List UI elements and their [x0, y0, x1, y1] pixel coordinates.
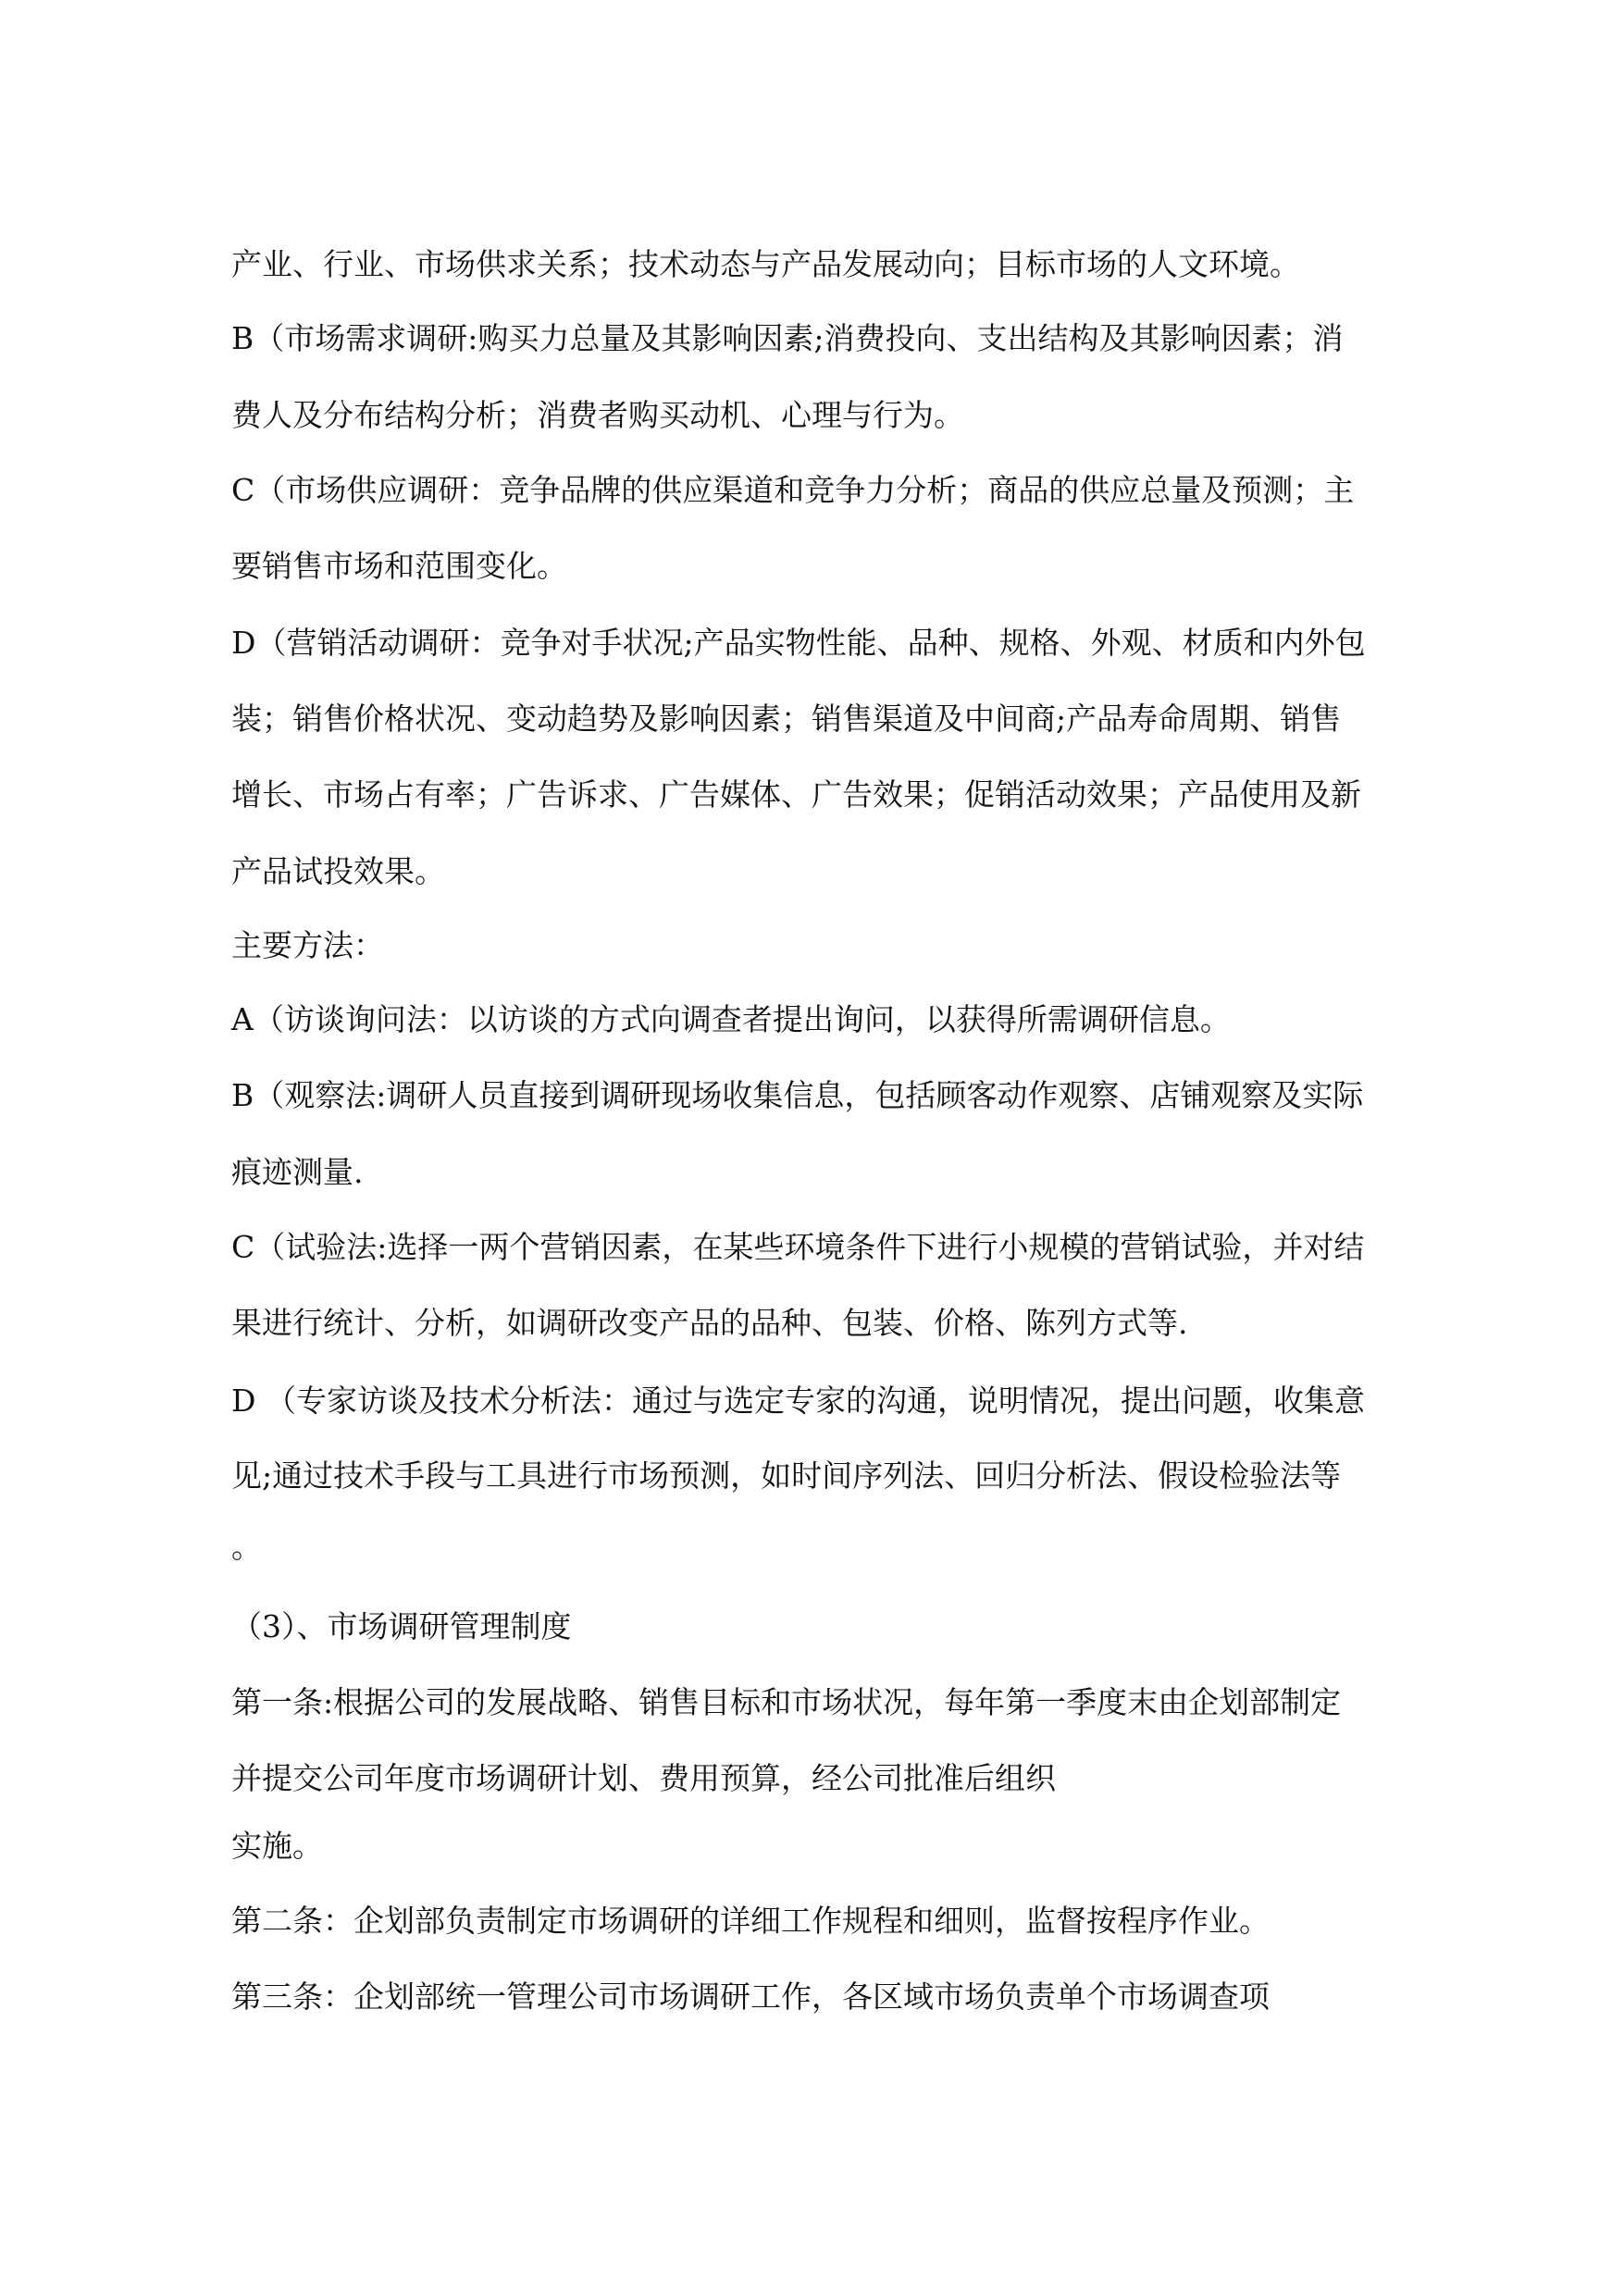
text-line: 实施。 [231, 1828, 323, 1864]
text-line: 第一条:根据公司的发展战略、销售目标和市场状况，每年第一季度末由企划部制定 [231, 1684, 1342, 1720]
text-line: C（试验法:选择一两个营销因素，在某些环境条件下进行小规模的营销试验，并对结 [231, 1229, 1365, 1265]
text-line: 主要方法： [231, 927, 384, 963]
section-heading: （3）、市场调研管理制度 [231, 1608, 572, 1644]
text-line: 装；销售价格状况、变动趋势及影响因素；销售渠道及中间商;产品寿命周期、销售 [231, 701, 1342, 737]
text-line: 产业、行业、市场供求关系；技术动态与产品发展动向；目标市场的人文环境。 [231, 246, 1300, 282]
text-line: B（市场需求调研:购买力总量及其影响因素;消费投向、支出结构及其影响因素；消 [231, 320, 1344, 356]
text-line: A（访谈询问法：以访谈的方式向调查者提出询问，以获得所需调研信息。 [231, 1001, 1231, 1037]
text-line: 第三条：企划部统一管理公司市场调研工作，各区域市场负责单个市场调查项 [231, 1979, 1270, 2015]
text-line: 费人及分布结构分析；消费者购买动机、心理与行为。 [231, 397, 964, 433]
text-line: D（营销活动调研：竞争对手状况;产品实物性能、品种、规格、外观、材质和内外包 [231, 625, 1366, 661]
text-line: 要销售市场和范围变化。 [231, 548, 567, 584]
text-line: 果进行统计、分析，如调研改变产品的品种、包装、价格、陈列方式等. [231, 1305, 1188, 1341]
text-line: 产品试投效果。 [231, 853, 445, 889]
text-line: 并提交公司年度市场调研计划、费用预算，经公司批准后组织 [231, 1760, 1056, 1796]
text-line: 增长、市场占有率；广告诉求、广告媒体、广告效果；促销活动效果；产品使用及新 [231, 776, 1361, 813]
text-line: C（市场供应调研：竞争品牌的供应渠道和竞争力分析；商品的供应总量及预测；主 [231, 472, 1355, 508]
text-line: 痕迹测量. [231, 1154, 364, 1190]
text-line: 第二条：企划部负责制定市场调研的详细工作规程和细则，监督按程序作业。 [231, 1903, 1270, 1939]
text-line: B（观察法:调研人员直接到调研现场收集信息，包括顾客动作观察、店铺观察及实际 [231, 1077, 1364, 1113]
text-line: 见;通过技术手段与工具进行市场预测，如时间序列法、回归分析法、假设检验法等 [231, 1458, 1342, 1494]
text-line: 。 [231, 1529, 262, 1565]
text-line: D （专家访谈及技术分析法：通过与选定专家的沟通，说明情况，提出问题，收集意 [231, 1383, 1365, 1419]
